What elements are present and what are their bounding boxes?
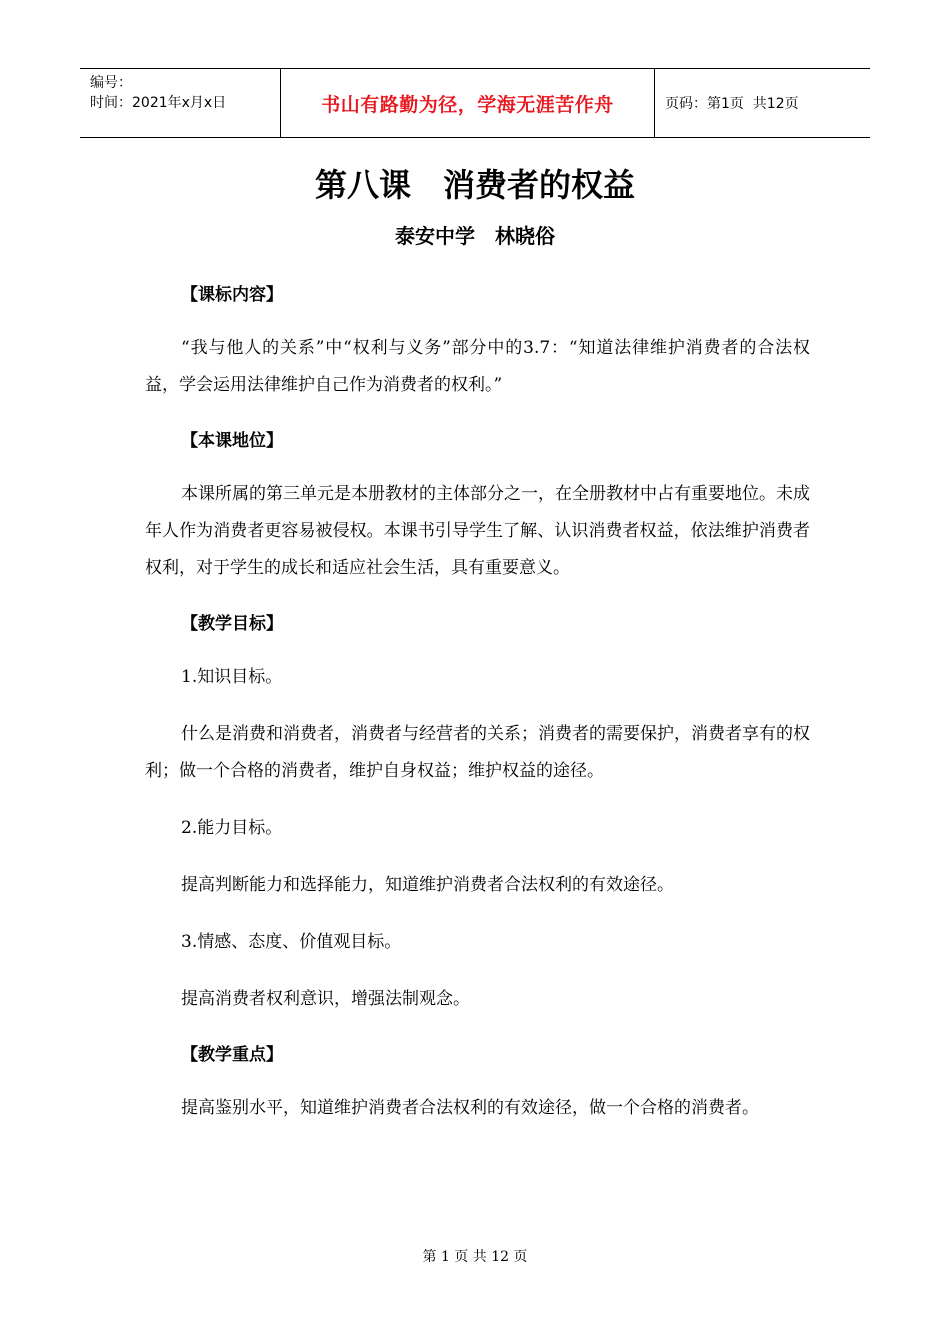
- motto-text: 书山有路勤为径，学海无涯苦作舟: [321, 93, 614, 116]
- section-heading-key-points: 【教学重点】: [181, 1045, 283, 1065]
- header-page-cell: [655, 69, 870, 137]
- header-motto-cell: [281, 69, 655, 137]
- page-footer: 第 1 页 共 12 页: [422, 1249, 528, 1265]
- page-subtitle: 泰安中学 林晓俗: [395, 224, 555, 248]
- key-points-paragraph: 提高鉴别水平，知道维护消费者合法权利的有效途径，做一个合格的消费者。: [181, 1098, 759, 1118]
- section-heading-goals: 【教学目标】: [181, 614, 283, 634]
- emotion-goal-text: 提高消费者权利意识，增强法制观念。: [181, 989, 470, 1009]
- ability-goal-title: 2.能力目标。: [181, 818, 283, 838]
- section-heading-curriculum: 【课标内容】: [181, 285, 283, 305]
- header-meta: [80, 69, 281, 137]
- number-label: 编号：: [90, 75, 132, 91]
- emotion-goal-title: 3.情感、态度、价值观目标。: [181, 932, 402, 952]
- document-body: [145, 280, 810, 1127]
- knowledge-goal-text: 什么是消费和消费者，消费者与经营者的关系；消费者的需要保护，消费者享有的权利；做一个合格的消费者，维护自身权益；维护权益的途径。: [145, 724, 810, 781]
- curriculum-paragraph: “我与他人的关系”中“权利与义务”部分中的3.7：“知道法律维护消费者的合法权益，学会运用法律维护自己作为消费者的权利。”: [145, 338, 810, 395]
- page-label: 页码：第1页 共12页: [665, 96, 799, 112]
- page-title: 第八课 消费者的权益: [314, 166, 635, 204]
- time-label: 时间：2021年x月x日: [90, 95, 227, 111]
- document-header: [80, 68, 870, 138]
- section-heading-position: 【本课地位】: [181, 431, 283, 451]
- position-paragraph: 本课所属的第三单元是本册教材的主体部分之一，在全册教材中占有重要地位。未成年人作为消费者更容易被侵权。本课书引导学生了解、认识消费者权益，依法维护消费者权利，对于学生的成长和适应社会生活，具有重要意义。: [145, 484, 810, 578]
- ability-goal-text: 提高判断能力和选择能力，知道维护消费者合法权利的有效途径。: [181, 875, 674, 895]
- knowledge-goal-title: 1.知识目标。: [181, 667, 283, 687]
